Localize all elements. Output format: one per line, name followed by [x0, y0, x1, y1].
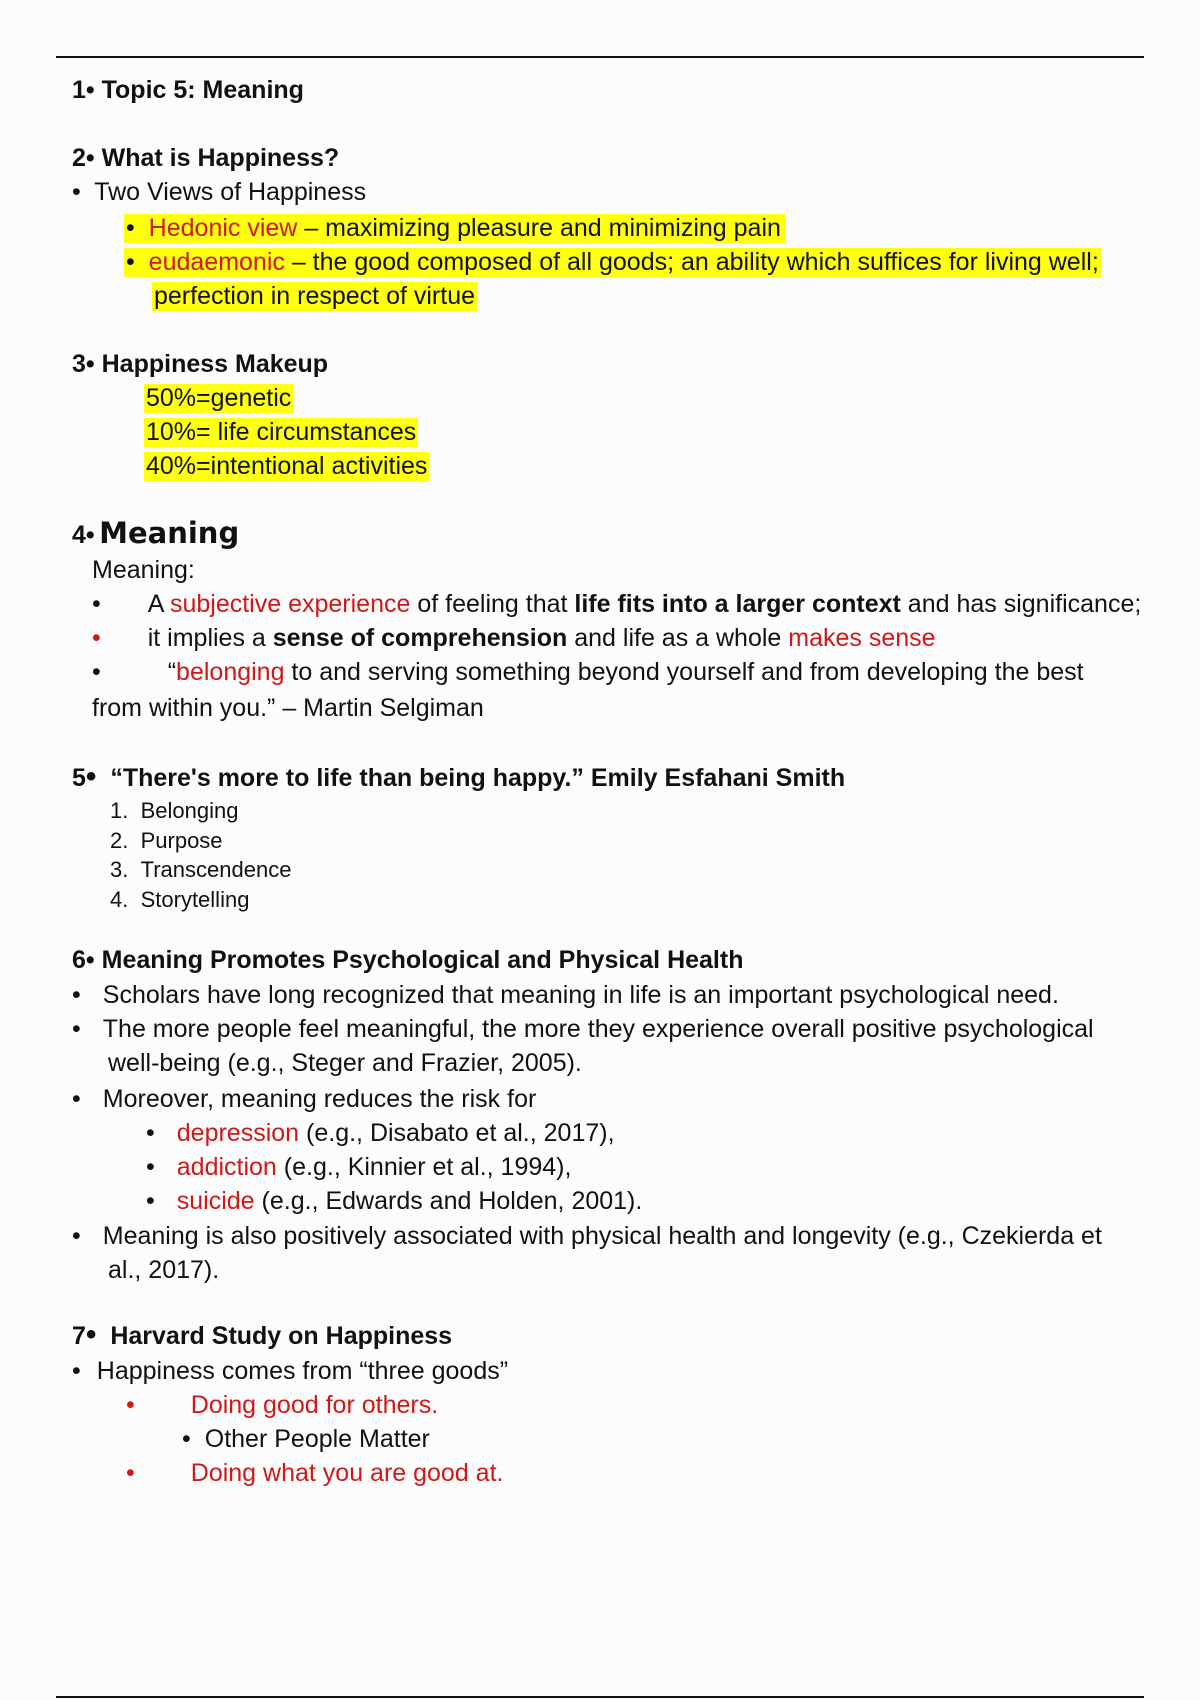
makeup-item: 10%= life circumstances — [146, 418, 417, 446]
numbered-item: 1. Belonging — [110, 798, 239, 823]
list-item-continuation: al., 2017). — [108, 1256, 220, 1284]
meaning-bullet-3-continuation: from within you.” – Martin Selgiman — [92, 694, 484, 722]
numbered-item: 2. Purpose — [110, 828, 223, 853]
meaning-bullet-1: • A subjective experience of feeling that life fits into a larger context and has significance; — [92, 590, 1142, 618]
eudaemonic-continuation: perfection in respect of virtue — [154, 282, 475, 310]
good-sub-item: • Other People Matter — [182, 1425, 430, 1453]
list-item: • The more people feel meaningful, the more they experience overall positive psychological — [72, 1015, 1094, 1043]
numbered-item: 3. Transcendence — [110, 857, 292, 882]
section-7-heading: 7• Harvard Study on Happiness — [72, 1318, 453, 1351]
section-5-heading: 5• “There's more to life than being happy.” Emily Esfahani Smith — [72, 760, 846, 793]
section-1-heading: 1• Topic 5: Meaning — [72, 76, 304, 104]
meaning-bullet-3: • “belonging to and serving something beyond yourself and from developing the best — [92, 658, 1084, 686]
top-rule — [56, 56, 1144, 58]
list-item: • Scholars have long recognized that meaning in life is an important psychological need. — [72, 981, 1059, 1009]
section-3-heading: 3• Happiness Makeup — [72, 350, 329, 378]
list-item: • Two Views of Happiness — [72, 178, 367, 206]
list-item: • Meaning is also positively associated with physical health and longevity (e.g., Czekierda et — [72, 1222, 1102, 1250]
eudaemonic-item: • eudaemonic – the good composed of all goods; an ability which suffices for living well; — [126, 248, 1099, 276]
numbered-item: 4. Storytelling — [110, 887, 250, 912]
risk-item: • depression (e.g., Disabato et al., 2017), — [146, 1119, 615, 1147]
risk-item: • addiction (e.g., Kinnier et al., 1994), — [146, 1153, 572, 1181]
section-2-heading: 2• What is Happiness? — [72, 144, 340, 172]
list-item-continuation: well-being (e.g., Steger and Frazier, 2005). — [108, 1049, 582, 1077]
list-item: • Happiness comes from “three goods” — [72, 1357, 509, 1385]
good-item: • Doing good for others. — [126, 1391, 439, 1419]
bottom-rule — [56, 1696, 1144, 1698]
hedonic-item: • Hedonic view – maximizing pleasure and minimizing pain — [124, 214, 785, 243]
risk-item: • suicide (e.g., Edwards and Holden, 2001). — [146, 1187, 643, 1215]
section-4-heading: 4• Meaning — [72, 516, 240, 550]
meaning-bullet-2: • it implies a sense of comprehension and life as a whole makes sense — [92, 624, 936, 652]
list-item: • Moreover, meaning reduces the risk for — [72, 1085, 537, 1113]
makeup-item: 40%=intentional activities — [146, 452, 428, 480]
meaning-label: Meaning: — [92, 556, 195, 584]
section-6-heading: 6• Meaning Promotes Psychological and Physical Health — [72, 946, 744, 974]
makeup-item: 50%=genetic — [146, 384, 292, 412]
good-item: • Doing what you are good at. — [126, 1459, 504, 1487]
